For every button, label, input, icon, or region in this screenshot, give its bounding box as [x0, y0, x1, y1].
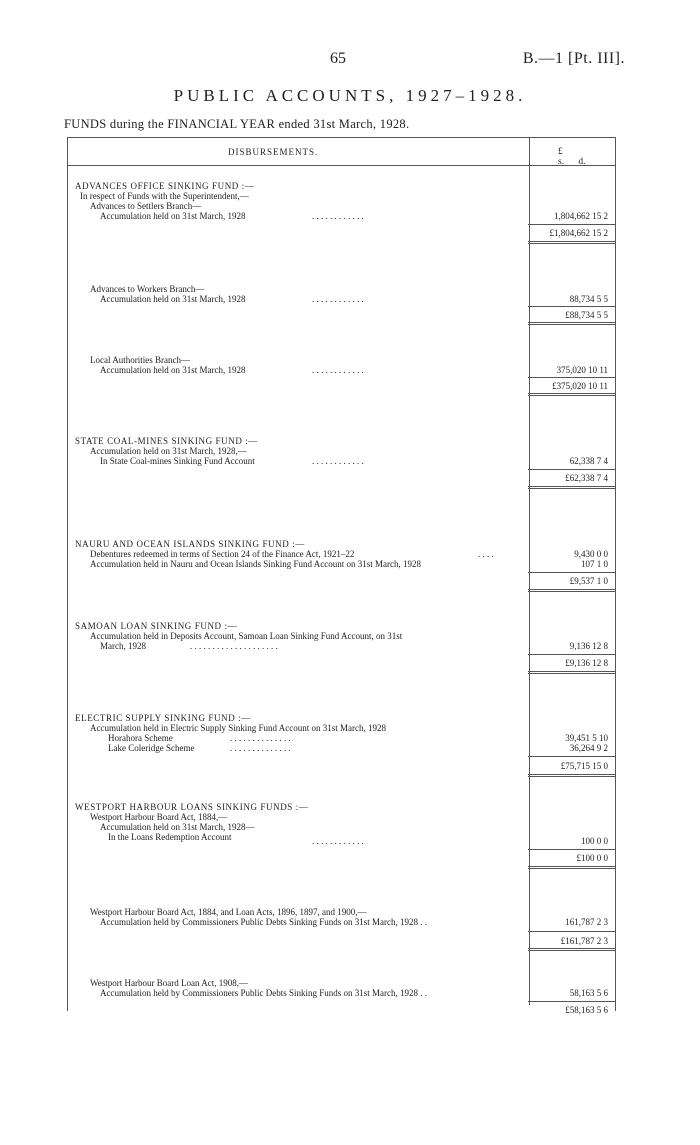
local-total: £375,020 10 11 [552, 381, 608, 391]
settlers-amount: 1,804,662 15 2 [554, 211, 608, 221]
total-rule [528, 572, 616, 573]
total-double-rule [528, 774, 616, 777]
westport-accumulation: Accumulation held on 31st March, 1928— [100, 822, 255, 832]
total-rule [528, 654, 616, 655]
westport-act-1908: Westport Harbour Board Loan Act, 1908,— [90, 978, 248, 988]
settlers-total: £1,804,662 15 2 [549, 228, 608, 238]
coal-total: £62,338 7 4 [565, 473, 608, 483]
nauru-debentures: Debentures redeemed in terms of Section 24 of the Finance Act, 1921–22 [90, 549, 355, 559]
total-double-rule [528, 322, 616, 325]
nauru-total: £9,537 1 0 [569, 576, 608, 586]
westport-1908-total: £58,163 5 6 [518, 1005, 608, 1015]
total-rule [528, 756, 616, 757]
nauru-debentures-amount: 9,430 0 0 [574, 549, 608, 559]
total-double-rule [528, 241, 616, 244]
samoan-date: March, 1928 [100, 641, 146, 651]
advances-sub: In respect of Funds with the Superintendent,— [80, 191, 249, 201]
leader-dots: . . . . . . . . . . . . . . [230, 743, 291, 753]
workers-branch: Advances to Workers Branch— [90, 284, 205, 294]
coleridge-scheme: Lake Coleridge Scheme [108, 743, 195, 753]
coal-account: In State Coal-mines Sinking Fund Account [100, 456, 255, 466]
nauru-accumulation-amount: 107 1 0 [581, 559, 608, 569]
total-rule [528, 224, 616, 225]
header-rule [68, 165, 615, 166]
horahora-amount: 39,451 5 10 [565, 733, 608, 743]
westport-1908-amount: 58,163 5 6 [569, 988, 608, 998]
leader-dots: . . . . [478, 549, 494, 559]
electric-accumulation: Accumulation held in Electric Supply Sinking Fund Account on 31st March, 1928 [90, 723, 386, 733]
total-rule [528, 849, 616, 850]
table-heading: DISBURSEMENTS. [228, 147, 319, 157]
total-rule [528, 931, 616, 932]
coleridge-amount: 36,264 9 2 [569, 743, 608, 753]
pounds-heading: £ [558, 147, 563, 157]
coal-amount: 62,338 7 4 [569, 456, 608, 466]
workers-accumulation: Accumulation held on 31st March, 1928 [100, 294, 246, 304]
settlers-accumulation: Accumulation held on 31st March, 1928 [100, 211, 246, 221]
workers-total: £88,734 5 5 [565, 310, 608, 320]
westport-redemption-total: £100 0 0 [576, 853, 608, 863]
westport-1908-accumulation: Accumulation held by Commissioners Public Debts Sinking Funds on 31st March, 1928 . . [100, 988, 427, 998]
westport-act-1884: Westport Harbour Board Act, 1884,— [90, 812, 228, 822]
horahora-scheme: Horahora Scheme [108, 733, 173, 743]
electric-heading: ELECTRIC SUPPLY SINKING FUND :— [75, 713, 251, 723]
total-double-rule [528, 948, 616, 951]
advances-heading: ADVANCES OFFICE SINKING FUND :— [75, 181, 255, 191]
samoan-accumulation: Accumulation held in Deposits Account, Samoan Loan Sinking Fund Account, on 31st [90, 631, 403, 641]
pence-heading: d. [578, 157, 586, 167]
leader-dots: . . . . . . . . . . . . . . [230, 733, 291, 743]
leader-dots: . . . . . . . . . . . . [312, 211, 364, 221]
page-title: PUBLIC ACCOUNTS, 1927–1928. [173, 86, 527, 105]
document-reference: B.—1 [Pt. III]. [522, 50, 625, 67]
samoan-heading: SAMOAN LOAN SINKING FUND :— [75, 621, 238, 631]
total-rule [528, 306, 616, 307]
local-branch: Local Authorities Branch— [90, 355, 190, 365]
disbursements-table [67, 137, 616, 1011]
leader-dots: . . . . . . . . . . . . [312, 365, 364, 375]
column-divider [529, 138, 530, 1011]
coal-accumulation: Accumulation held on 31st March, 1928,— [90, 446, 247, 456]
total-double-rule [528, 866, 616, 869]
nauru-heading: NAURU AND OCEAN ISLANDS SINKING FUND :— [75, 539, 305, 549]
total-double-rule [528, 589, 616, 592]
money-column-headings [558, 147, 615, 167]
loans-redemption-account: In the Loans Redemption Account [108, 832, 232, 842]
local-accumulation: Accumulation held on 31st March, 1928 [100, 365, 246, 375]
samoan-total: £9,136 12 8 [565, 658, 608, 668]
settlers-branch: Advances to Settlers Branch— [90, 201, 202, 211]
coal-heading: STATE COAL-MINES SINKING FUND :— [75, 436, 258, 446]
total-double-rule [528, 671, 616, 674]
electric-total: £75,715 15 0 [560, 761, 608, 771]
westport-redemption-amount: 100 0 0 [581, 836, 608, 846]
leader-dots: . . . . . . . . . . . . . . . . . . . . [190, 641, 278, 651]
nauru-accumulation: Accumulation held in Nauru and Ocean Islands Sinking Fund Account on 31st March, 1928 [90, 559, 421, 569]
westport-loan-acts-amount: 161,787 2 3 [565, 917, 608, 927]
total-double-rule [528, 486, 616, 489]
samoan-amount: 9,136 12 8 [569, 641, 608, 651]
westport-heading: WESTPORT HARBOUR LOANS SINKING FUNDS :— [75, 802, 309, 812]
shillings-heading: s. [558, 157, 565, 167]
westport-loan-acts-total: £161,787 2 3 [560, 936, 608, 946]
total-rule [528, 1001, 616, 1002]
workers-amount: 88,734 5 5 [569, 294, 608, 304]
westport-loan-acts: Westport Harbour Board Act, 1884, and Loan Acts, 1896, 1897, and 1900,— [90, 907, 367, 917]
total-double-rule [528, 393, 616, 396]
total-rule [528, 469, 616, 470]
page-subtitle: FUNDS during the FINANCIAL YEAR ended 31st March, 1928. [64, 117, 410, 131]
total-rule [528, 377, 616, 378]
leader-dots: . . . . . . . . . . . . [312, 294, 364, 304]
page-number: 65 [330, 50, 346, 67]
westport-commissioners-accumulation: Accumulation held by Commissioners Public Debts Sinking Funds on 31st March, 1928 . . [100, 917, 427, 927]
leader-dots: . . . . . . . . . . . . [312, 836, 364, 846]
leader-dots: . . . . . . . . . . . . [312, 456, 364, 466]
local-amount: 375,020 10 11 [556, 365, 608, 375]
